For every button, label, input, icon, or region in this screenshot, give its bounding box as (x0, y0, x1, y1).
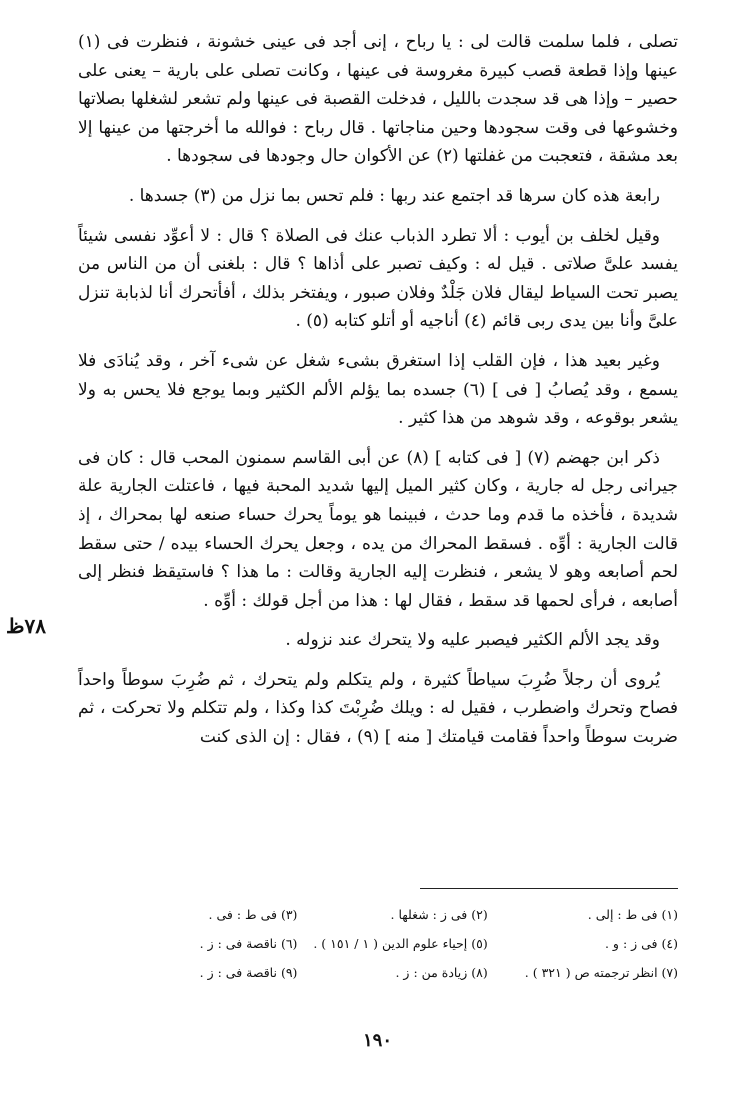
footnote: (١) فى ط : إلى . (587, 907, 678, 922)
paragraph: تصلى ، فلما سلمت قالت لى : يا رباح ، إنى أجد فى عينى خشونة ، فنظرت فى (١) عينها وإذا قطعة قصب كبيرة مغروسة فى عينها ، وكانت تصلى على بارية – يعنى على حصير – وإذا هى قد سجدت بالليل ، فدخلت القصبة فى عينها ولم تشعر لشغلها بصلاتها وخشوعها فى وقت سجودها وحين مناجاتها . قال رباح : فوالله ما أخرجتها من عينها إلا بعد مشقة ، فتعجبت من غفلتها (٢) عن الأكوان حال وجودها فى سجودها . (78, 32, 678, 167)
footnote: (٨) زيادة من : ز . (395, 965, 488, 980)
paragraph: ذكر ابن جهضم (٧) [ فى كتابه ] (٨) عن أبى القاسم سمنون المحب قال : كان فى جيرانى رجل له جارية ، وكان كثير الميل إليها شديد المحبة فيها ، فاعتلت الجارية علة شديدة ، فأخذه ما قدم وما حدث ، فبينما هو يوماً يحرك حساء صنعه لها بمحراك ، إذ قالت الجارية : أوِّه . فسقط المحراك من يده ، وجعل يحرك الحساء بيده / حتى سقط لحم أصابعه وهو لا يشعر ، فنظرت إليه الجارية وقالت : ما هذا ؟ فاستيقظ فنظر إلى أصابعه ، فرأى لحمها قد سقط ، فقال لها : هذا من أجل قولك : أوِّه . (78, 447, 678, 611)
footnote: (٣) فى ط : فى . (208, 907, 298, 922)
footnotes (110, 900, 678, 987)
footnote-row (110, 929, 678, 958)
footnote: (٢) فى ز : شغلها . (390, 907, 488, 922)
page-number: ١٩٠ (362, 1030, 392, 1051)
paragraph: وقد يجد الألم الكثير فيصبر عليه ولا يتحرك عند نزوله . (285, 630, 660, 651)
footnote: (٦) ناقصة فى : ز . (199, 936, 298, 951)
footnote-row (110, 958, 678, 987)
manuscript-folio-marker: ٧٨ظ (6, 614, 46, 638)
footnote: (٤) فى ز : و . (604, 936, 678, 951)
footnote: (٥) إحياء علوم الدين ( ١ / ١٥١ ) . (313, 936, 488, 951)
footnote: (٧) انظر ترجمته ص ( ٣٢١ ) . (524, 965, 678, 980)
paragraph: يُروى أن رجلاً ضُرِبَ سياطاً كثيرة ، ولم يتكلم ولم يتحرك ، ثم ضُرِبَ سوطاً واحداً فصاح وتحرك واضطرب ، فقيل له : ويلك ضُرِبْتَ كذا وكذا ، ولم تتكلم ولا تحركت ، ثم ضربت سوطاً واحداً فقامت قيامتك [ منه ] (٩) ، فقال : إن الذى كنت (78, 669, 678, 748)
footnote-row (110, 900, 678, 929)
footnote-divider (420, 888, 678, 889)
paragraph: وغير بعيد هذا ، فإن القلب إذا استغرق بشىء شغل عن شىء آخر ، وقد يُنادَى فلا يسمع ، وقد يُصابُ [ فى ] (٦) جسده بما يؤلم الألم الكثير وبما يوجع فلا يحس به ولا يشعر بوقوعه ، وقد شوهد من هذا كثير . (78, 350, 678, 429)
main-text (78, 28, 678, 763)
paragraph: وقيل لخلف بن أيوب : ألا تطرد الذباب عنك فى الصلاة ؟ قال : لا أعوِّد نفسى شيئاً يفسد علىَّ صلاتى . قيل له : وكيف تصبر على أذاها ؟ قال : بلغنى أن من الناس من يصبر تحت السياط ليقال فلان جَلْدٌ وفلان صبور ، ويفتخر بذلك ، أفأتحرك أنا لذبابة تنزل علىَّ وأنا بين يدى ربى قائم (٤) أناجيه أو أتلو كتابه (٥) . (78, 225, 678, 332)
paragraph: رابعة هذه كان سرها قد اجتمع عند ربها : فلم تحس بما نزل من (٣) جسدها . (128, 185, 660, 206)
footnote: (٩) ناقصة فى : ز . (199, 965, 298, 980)
